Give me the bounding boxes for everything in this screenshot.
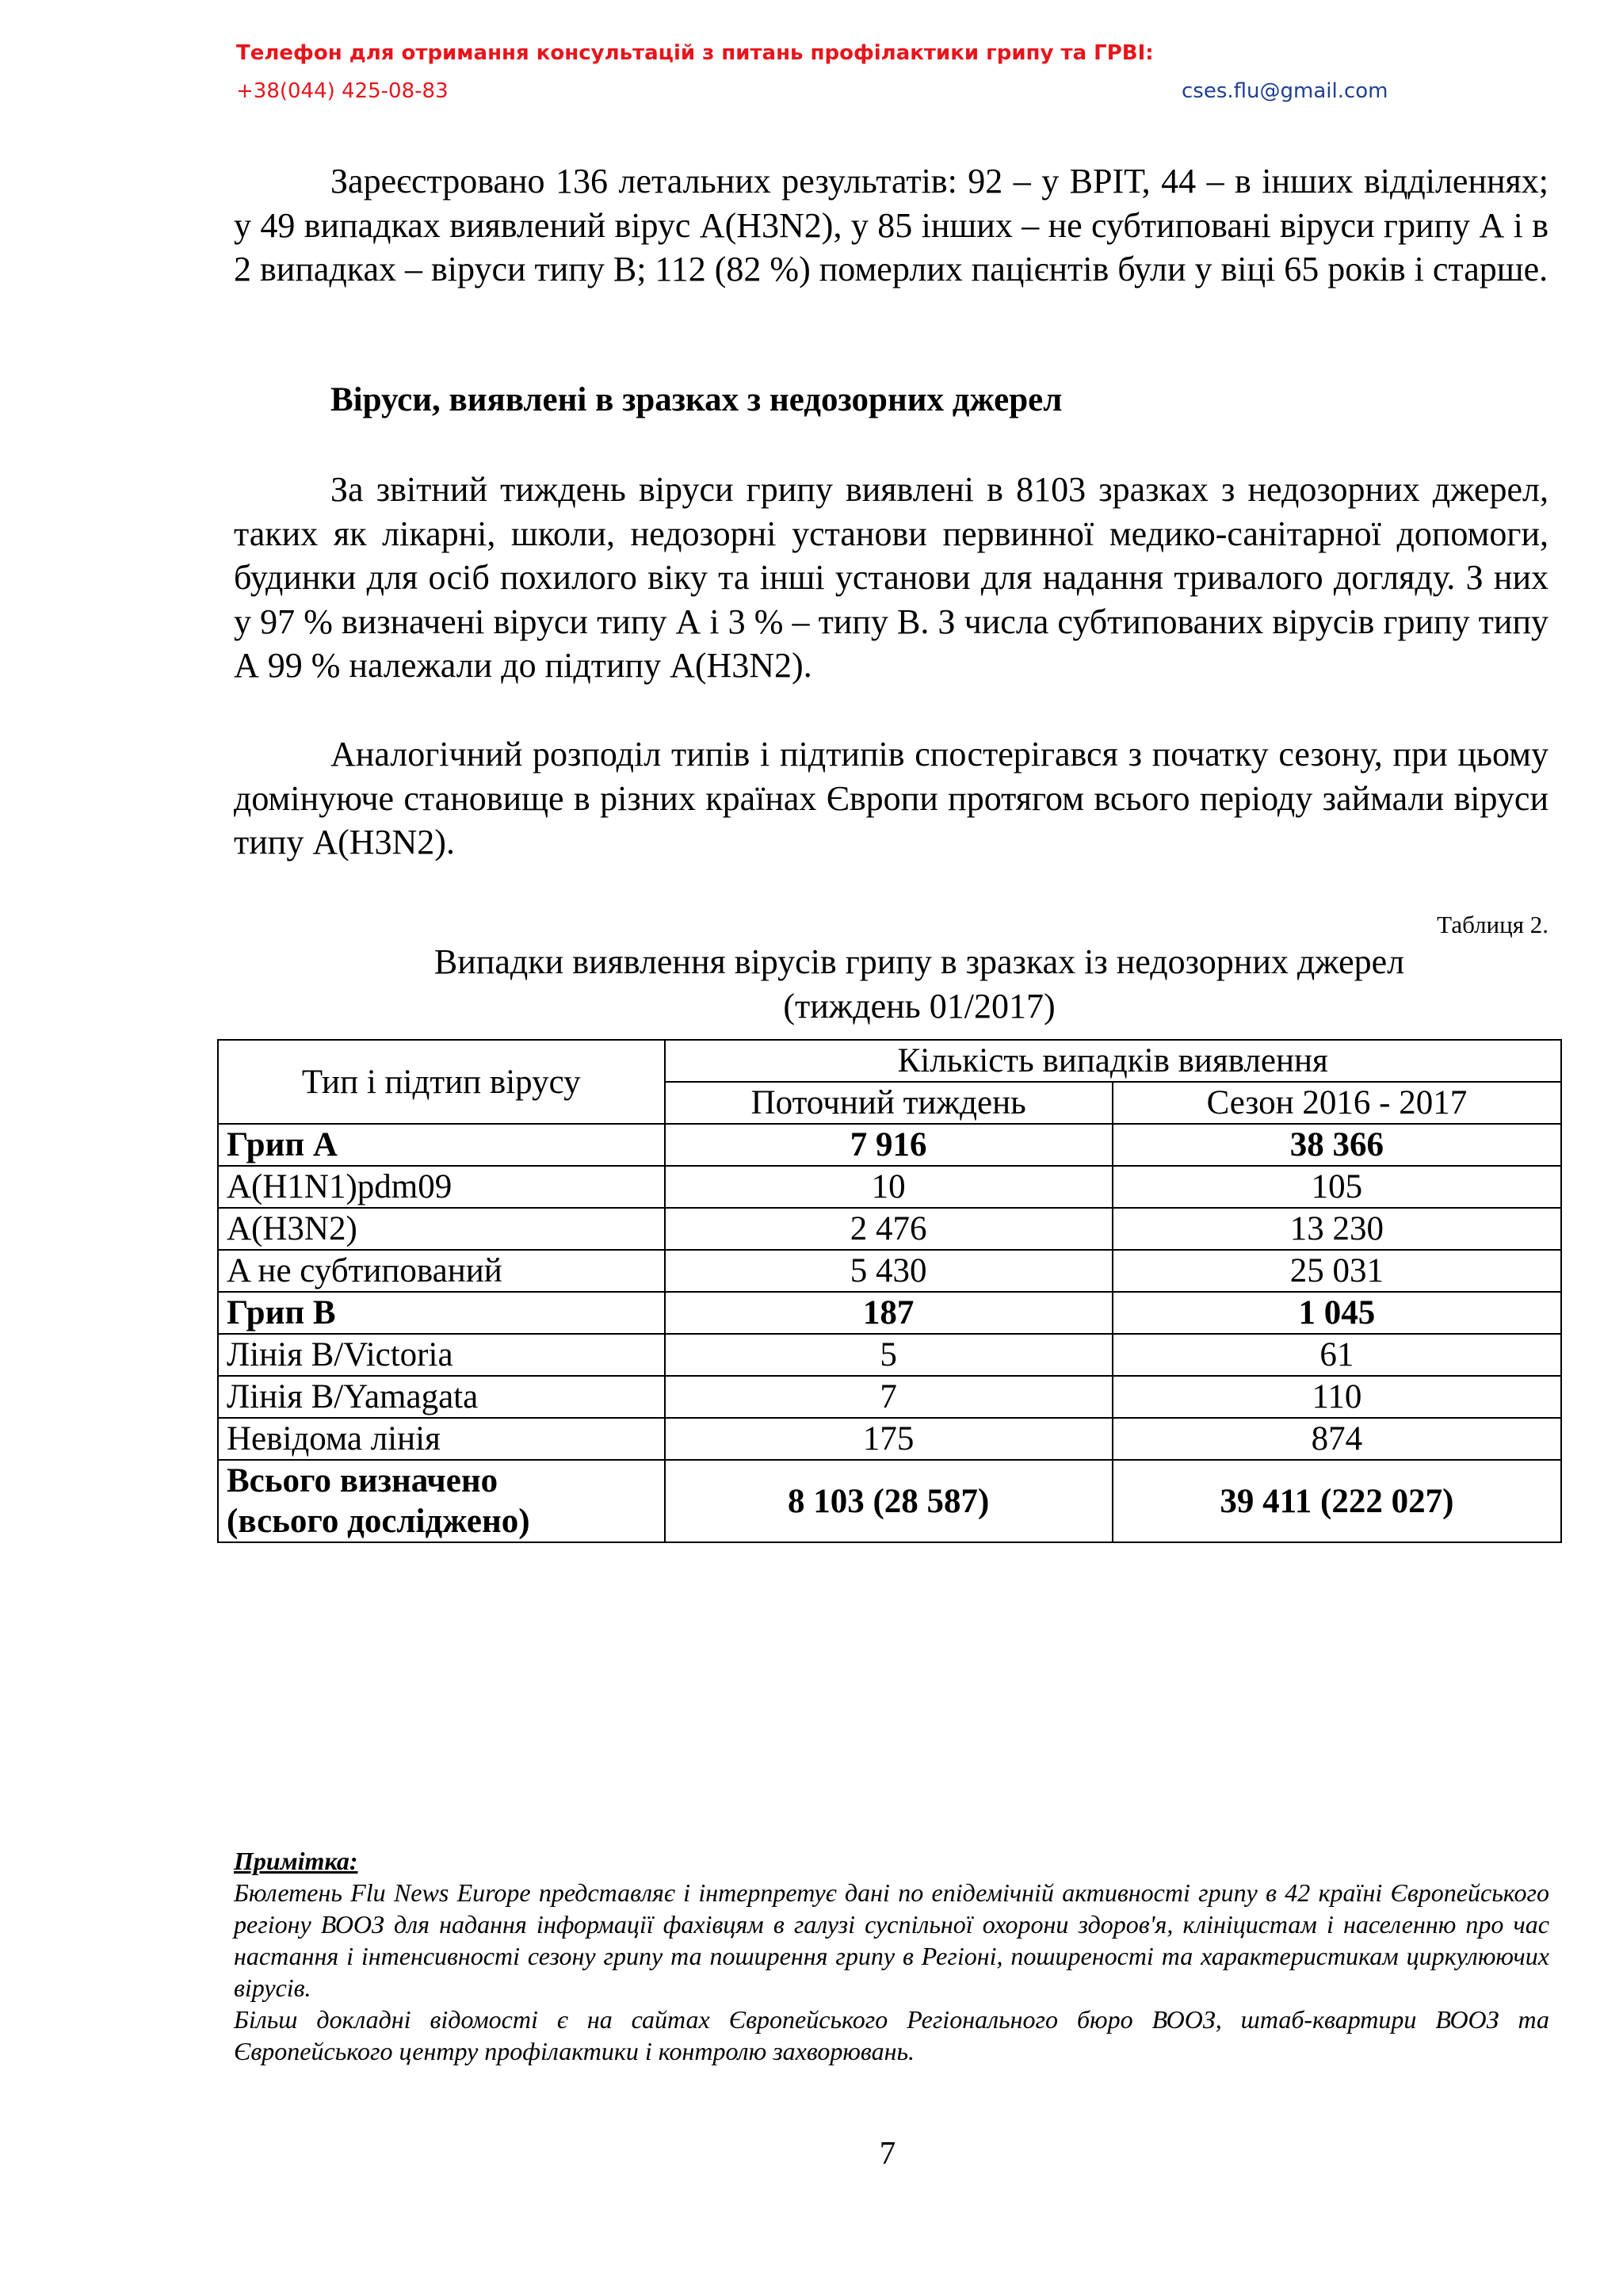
table-row [218, 1208, 1561, 1250]
footnote [234, 1845, 1549, 2067]
table-row [218, 1334, 1561, 1376]
header-phone-number: +38(044) 425-08-83 [236, 79, 449, 103]
table-row [218, 1250, 1561, 1292]
row-name: A(H1N1)pdm09 [218, 1166, 665, 1208]
row-name: Грип В [218, 1292, 665, 1334]
total-label [218, 1460, 665, 1542]
paragraph-distribution: Аналогічний розподіл типів і підтипів спостерігався з початку сезону, при цьому домінуюче становище в різних країнах Європи протягом всього періоду займали віруси типу А(H3N2). [234, 735, 1549, 861]
total-label-line2: (всього досліджено) [227, 1503, 530, 1540]
row-name: Невідома лінія [218, 1418, 665, 1460]
page-number: 7 [879, 2134, 896, 2171]
table-title-line1: Випадки виявлення вірусів грипу в зразках із недозорних джерел [433, 942, 1405, 981]
row-season: 38 366 [1113, 1124, 1561, 1166]
row-name: Лінія B/Victoria [218, 1334, 665, 1376]
header-email[interactable]: cses.flu@gmail.com [1182, 79, 1388, 103]
row-name: A не субтипований [218, 1250, 665, 1292]
row-season: 61 [1113, 1334, 1561, 1376]
footnote-text-2: Більш докладні відомості є на сайтах Європейського Регіонального бюро ВООЗ, штаб-квартири ВООЗ та Європейського центру профілактики і контролю захворювань. [234, 2005, 1549, 2065]
table-title [262, 940, 1577, 1029]
row-current: 187 [665, 1292, 1113, 1334]
row-season: 13 230 [1113, 1208, 1561, 1250]
row-season: 105 [1113, 1166, 1561, 1208]
row-current: 5 430 [665, 1250, 1113, 1292]
row-season: 874 [1113, 1418, 1561, 1460]
row-current: 175 [665, 1418, 1113, 1460]
total-season: 39 411 (222 027) [1113, 1460, 1561, 1542]
row-current: 2 476 [665, 1208, 1113, 1250]
table-title-line2: (тиждень 01/2017) [783, 987, 1056, 1026]
table-label: Таблиця 2. [1437, 911, 1549, 938]
header-virus-type: Тип і підтип вірусу [218, 1040, 665, 1124]
header-current-week: Поточний тиждень [665, 1082, 1113, 1124]
table-row [218, 1418, 1561, 1460]
row-name: A(H3N2) [218, 1208, 665, 1250]
table-row [218, 1124, 1561, 1166]
row-season: 25 031 [1113, 1250, 1561, 1292]
table-row [218, 1376, 1561, 1418]
row-current: 7 916 [665, 1124, 1113, 1166]
table-row [218, 1166, 1561, 1208]
table-header-row [218, 1040, 1561, 1082]
total-label-line1: Всього визначено [227, 1462, 498, 1499]
row-current: 7 [665, 1376, 1113, 1418]
footnote-text-1: Бюлетень Flu News Europe представляє і інтерпретує дані по епідемічній активності грипу в 42 країні Європейського регіону ВООЗ для надання інформації фахівцям в галузі суспільної охорони здоров'я, клініцистам і населенню про час настання і інтенсивності сезону грипу та поширення грипу в Регіоні, поширеності та характеристикам циркулюючих вірусів. [234, 1878, 1549, 2002]
footnote-title: Примітка: [234, 1847, 358, 1875]
paragraph-fatal-cases: Зареєстровано 136 летальних результатів: 92 – у ВРІТ, 44 – в інших відділеннях; у 49 випадках виявлений вірус А(H3N2), у 85 інших – не субтиповані віруси грипу А і в 2 випадках – віруси типу В; 112 (82 %) померлих пацієнтів були у віці 65 років і старше. [234, 162, 1549, 288]
row-current: 5 [665, 1334, 1113, 1376]
row-name: Лінія B/Yamagata [218, 1376, 665, 1418]
table-row [218, 1292, 1561, 1334]
header-hotline-title: Телефон для отримання консультацій з питань профілактики грипу та ГРВІ: [236, 41, 1154, 65]
header-season: Сезон 2016 - 2017 [1113, 1082, 1561, 1124]
row-current: 10 [665, 1166, 1113, 1208]
row-season: 1 045 [1113, 1292, 1561, 1334]
table-total-row [218, 1460, 1561, 1542]
total-current: 8 103 (28 587) [665, 1460, 1113, 1542]
row-name: Грип А [218, 1124, 665, 1166]
row-season: 110 [1113, 1376, 1561, 1418]
section-heading: Віруси, виявлені в зразках з недозорних джерел [330, 381, 1063, 418]
virus-detection-table [217, 1039, 1562, 1543]
paragraph-non-sentinel: За звітний тиждень віруси грипу виявлені в 8103 зразках з недозорних джерел, таких як лікарні, школи, недозорні установи первинної медико-санітарної допомоги, будинки для осіб похилого віку та інші установи для надання тривалого догляду. З них у 97 % визначені віруси типу А і 3 % – типу В. З числа субтипованих вірусів грипу типу А 99 % належали до підтипу А(H3N2). [234, 470, 1549, 685]
header-detection-count: Кількість випадків виявлення [665, 1040, 1562, 1082]
